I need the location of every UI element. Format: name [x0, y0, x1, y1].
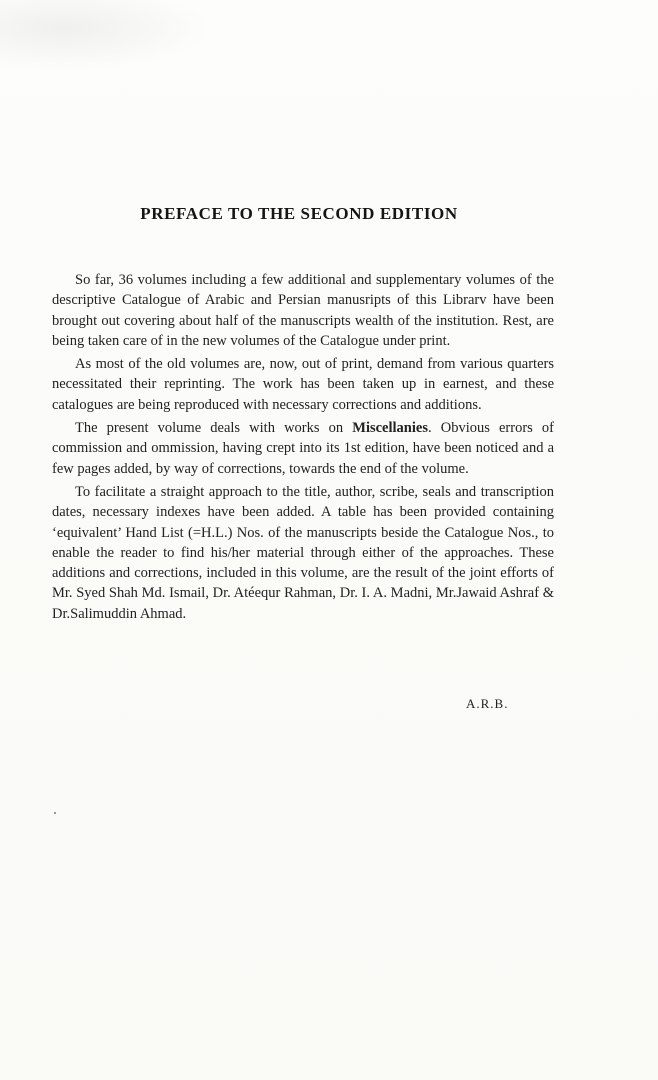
paragraph-3	[52, 418, 554, 479]
preface-body	[52, 270, 554, 627]
paragraph-4: To facilitate a straight approach to the title, author, scribe, seals and transcription dates, necessary indexes have been added. A table has been provided containing ‘equivalent’ Hand List (=H.L.) Nos. of the manuscripts beside the Catalogue Nos., to enable the reader to find his/her material through either of the approaches. These additions and corrections, included in this volume, are the result of the joint efforts of Mr. Syed Shah Md. Ismail, Dr. Atéequr Rahman, Dr. I. A. Madni, Mr.Jawaid Ashraf & Dr.Salimuddin Ahmad.	[52, 483, 554, 622]
paragraph-1: So far, 36 volumes including a few additional and supplementary volumes of the descriptive Catalogue of Arabic and Persian manusripts of this Librarv have been brought out covering about half of the manuscripts wealth of the institution. Rest, are being taken care of in the new volumes of the Catalogue under print.	[52, 272, 554, 349]
paragraph-3-rest: . Obvious errors of commission and ommission, having crept into its 1st edition, have been noticed and a few pages added, by way of corrections, towards the end of the volume.	[52, 420, 555, 477]
page-title: PREFACE TO THE SECOND EDITION	[140, 204, 458, 223]
signature-initials: A.R.B.	[466, 696, 509, 711]
page-smudge	[0, 0, 210, 70]
subject-miscellanies: Miscellanies	[352, 420, 428, 437]
paragraph-2: As most of the old volumes are, now, out of print, demand from various quarters necessitated their reprinting. The work has been taken up in earnest, and these catalogues are being reproduced with necessary corrections and additions.	[52, 356, 554, 413]
paragraph-3-lead: The present volume deals with works on	[75, 420, 353, 437]
ink-speck	[54, 812, 56, 814]
